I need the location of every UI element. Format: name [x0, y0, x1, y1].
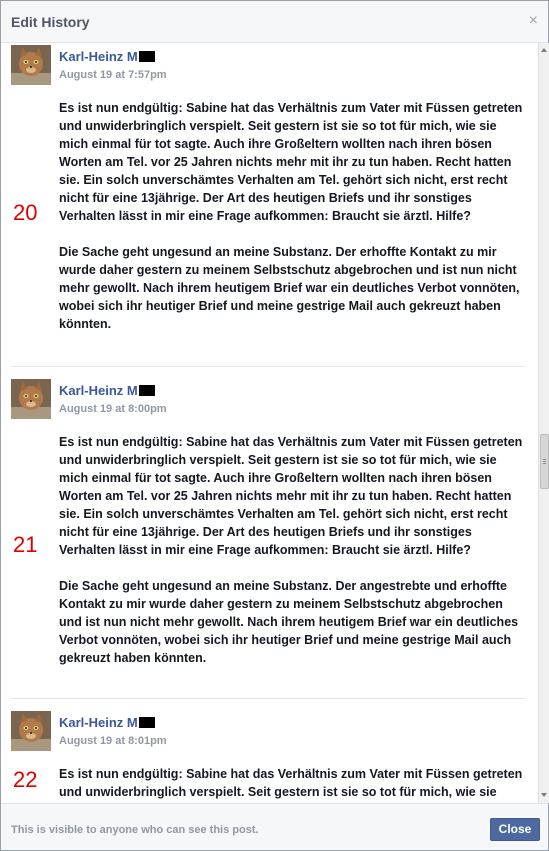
post-paragraph: Die Sache geht ungesund an meine Substanz. Der erhoffte Kontakt zu mir wurde daher gestern zu meinem Selbstschutz abgebrochen und ist nun nicht mehr gewollt. Nach ihrem heutigem Brief war ein deutliches Verbot vonnöten, wobei sich ihr heutiger Brief und meine gestrige Mail auch gekreuzt haben könnten. [59, 245, 520, 331]
dialog-footer [1, 803, 548, 850]
avatar[interactable] [11, 379, 51, 419]
scroll-up-arrow-icon[interactable] [541, 48, 547, 52]
post-paragraph: Es ist nun endgültig: Sabine hat das Verhältnis zum Vater mit Füssen getreten und unwiderbringlich verspielt. Seit gestern ist sie so tot für mich, wie sie mich einmal für tot sagte. Auch ihre Großeltern wollten nach ihren bösen Worten am Tel. vor 25 Jahren nichts mehr mit ihr zu tun haben. Recht hatten sie. Ein solch unverschämtes Verhalten am Tel. gehört sich nicht, erst recht nicht für eine 13jährige. Der Art des heutigen Briefs und ihr sonstiges Verhalten lässt in mir eine Frage aufkommen: Braucht sie ärztl. Hilfe? [59, 435, 523, 557]
avatar-cat-image [11, 379, 51, 419]
close-button[interactable]: Close [490, 818, 540, 841]
annotation-number: 22 [13, 767, 38, 792]
timestamp[interactable]: August 19 at 8:00pm [59, 403, 167, 415]
post-text [59, 433, 529, 685]
scrollbar[interactable] [538, 43, 549, 803]
author-link[interactable]: Karl-Heinz M [59, 715, 155, 730]
timestamp[interactable]: August 19 at 8:01pm [59, 735, 167, 747]
post-paragraph: Die Sache geht ungesund an meine Substanz. Der angestrebte und erhoffte Kontakt zu mir wurde daher gestern zu meinem Selbstschutz abgebrochen und ist nun nicht mehr gewollt. Nach ihrem heutigem Brief war ein deutliches Verbot vonnöten, wobei sich ihr heutiger Brief und meine gestrige Mail auch gekreuzt haben könnten. [59, 579, 519, 665]
timestamp[interactable]: August 19 at 7:57pm [59, 69, 167, 81]
avatar[interactable] [11, 711, 51, 751]
annotation-number: 21 [13, 532, 38, 557]
divider [11, 698, 525, 699]
redaction-bar [139, 51, 155, 62]
post-paragraph: Es ist nun endgültig: Sabine hat das Verhältnis zum Vater mit Füssen getreten und unwiderbringlich verspielt. Seit gestern ist sie so tot für mich, wie sie mich einmal für tot sagte. Auch ihre Großeltern wollten nach ihren bösen Worten am Tel. vor 25 Jahren nichts mehr mit ihr zu tun haben. Recht hatten sie. Ein solch unverschämtes Verhalten am Tel. gehört sich nicht, erst recht nicht für eine 13jährige. Der Art des heutigen Briefs und ihr sonstiges Verhalten lässt in mir eine Frage aufkommen: Braucht sie ärztl. Hilfe? [59, 101, 523, 223]
dialog-header [1, 1, 548, 43]
avatar-cat-image [11, 711, 51, 751]
redaction-bar [139, 385, 155, 396]
grip-line [543, 463, 546, 464]
avatar[interactable] [11, 45, 51, 85]
redaction-bar [139, 717, 155, 728]
scrollbar-thumb[interactable] [540, 434, 549, 489]
post-text [59, 99, 529, 351]
edit-history-list[interactable] [1, 43, 538, 803]
author-link[interactable]: Karl-Heinz M [59, 49, 155, 64]
divider [11, 366, 525, 367]
grip-line [543, 461, 546, 462]
close-icon[interactable]: × [528, 12, 538, 29]
avatar-cat-image [11, 45, 51, 85]
scroll-down-arrow-icon[interactable] [541, 793, 547, 797]
visibility-note: This is visible to anyone who can see this post. [11, 824, 259, 836]
author-link[interactable]: Karl-Heinz M [59, 383, 155, 398]
grip-line [543, 459, 546, 460]
post-paragraph: Es ist nun endgültig: Sabine hat das Verhältnis zum Vater mit Füssen getreten und unwiderbringlich verspielt. Seit gestern ist sie so tot für mich, wie sie [59, 767, 523, 799]
annotation-number: 20 [13, 200, 38, 225]
dialog-title: Edit History [11, 14, 90, 30]
